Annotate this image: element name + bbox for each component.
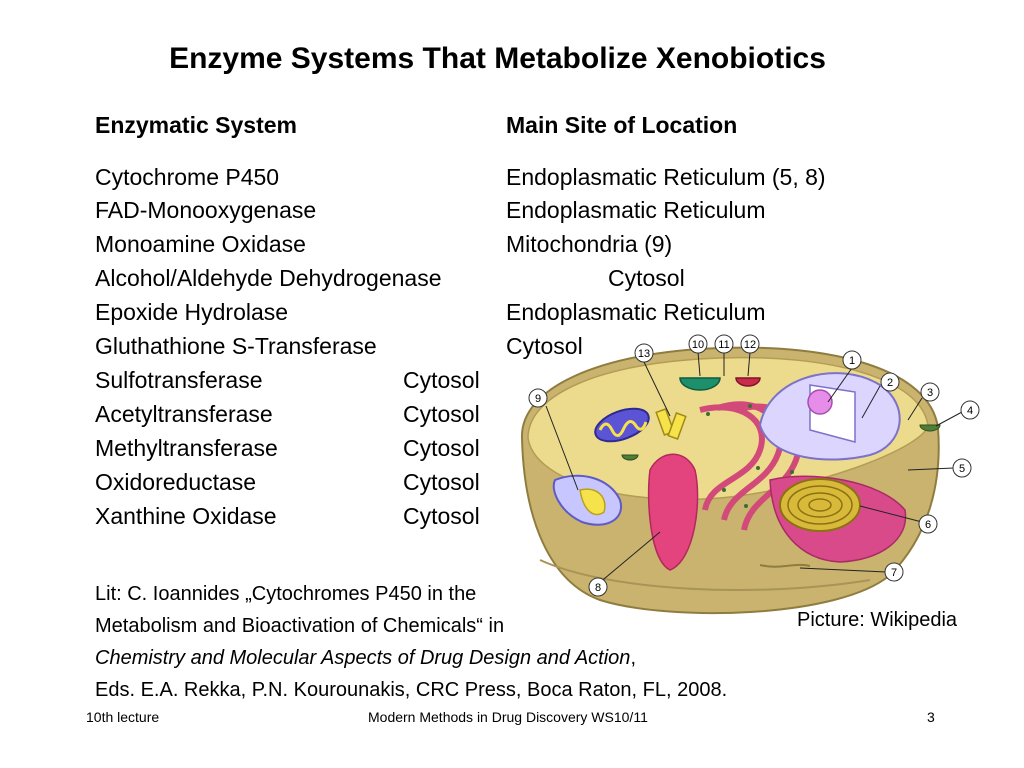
- literature-reference: [95, 578, 727, 706]
- callout-6: [919, 515, 937, 533]
- lit-line-4: Eds. E.A. Rekka, P.N. Kourounakis, CRC Press, Boca Raton, FL, 2008.: [95, 679, 728, 701]
- callout-12: [741, 335, 759, 353]
- lit-line-3: [95, 642, 727, 674]
- svg-text:1: 1: [848, 355, 856, 367]
- enzyme-location: Endoplasmatic Reticulum: [506, 197, 766, 223]
- enzyme-name: Alcohol/Aldehyde Dehydrogenase: [95, 265, 442, 291]
- lit-book-title: Chemistry and Molecular Aspects of Drug Design and Action: [95, 647, 631, 669]
- lit-line-1: Lit: C. Ioannides „Cytochromes P450 in the: [95, 583, 477, 605]
- enzyme-name: Monoamine Oxidase: [95, 231, 306, 257]
- svg-text:9: 9: [534, 393, 542, 405]
- footer-page-number: 3: [927, 709, 935, 725]
- svg-text:5: 5: [958, 463, 966, 475]
- enzyme-location: Cytosol: [403, 367, 480, 393]
- enzyme-name: Xanthine Oxidase: [95, 503, 277, 529]
- enzyme-name: Methyltransferase: [95, 435, 278, 461]
- golgi-apparatus: [780, 479, 860, 531]
- svg-text:12: 12: [743, 339, 757, 351]
- enzyme-name: Gluthathione S-Transferase: [95, 333, 377, 359]
- enzyme-location: Endoplasmatic Reticulum (5, 8): [506, 164, 826, 190]
- lit-book-suffix: ,: [630, 647, 636, 669]
- picture-credit: Picture: Wikipedia: [797, 609, 958, 631]
- footer-course: Modern Methods in Drug Discovery WS10/11: [368, 709, 648, 725]
- svg-text:11: 11: [718, 339, 730, 351]
- column-header-location: Main Site of Location: [506, 112, 738, 138]
- callout-11: [715, 335, 733, 353]
- callout-2: [881, 373, 899, 391]
- svg-text:7: 7: [890, 567, 898, 579]
- enzyme-location: Mitochondria (9): [506, 231, 673, 257]
- callout-9: [529, 389, 547, 407]
- svg-text:3: 3: [926, 387, 934, 399]
- enzyme-name: Acetyltransferase: [95, 401, 273, 427]
- svg-text:6: 6: [924, 519, 932, 531]
- enzyme-location: Cytosol: [403, 469, 480, 495]
- callout-10: [689, 335, 707, 353]
- enzyme-location: Cytosol: [608, 265, 685, 291]
- enzyme-name: FAD-Monooxygenase: [95, 197, 317, 223]
- callout-7: [885, 563, 903, 581]
- svg-text:13: 13: [637, 348, 651, 360]
- enzyme-location: Cytosol: [403, 435, 480, 461]
- enzyme-name: Cytochrome P450: [95, 164, 280, 190]
- table-row: [0, 197, 1024, 231]
- enzyme-location: Cytosol: [506, 333, 583, 359]
- enzyme-location: Cytosol: [403, 503, 480, 529]
- callout-4: [961, 401, 979, 419]
- svg-text:8: 8: [594, 582, 602, 594]
- enzyme-location: Endoplasmatic Reticulum: [506, 299, 766, 325]
- lit-line-2: Metabolism and Bioactivation of Chemicals“ in: [95, 615, 505, 637]
- callout-3: [921, 383, 939, 401]
- callout-1: [843, 351, 861, 369]
- footer-lecture: 10th lecture: [86, 709, 160, 725]
- svg-text:10: 10: [691, 339, 705, 351]
- enzyme-name: Sulfotransferase: [95, 367, 263, 393]
- svg-text:2: 2: [886, 377, 894, 389]
- callout-5: [953, 459, 971, 477]
- table-row: [0, 299, 1024, 333]
- table-row: [0, 231, 1024, 265]
- table-row: [0, 265, 1024, 299]
- enzyme-name: Oxidoreductase: [95, 469, 257, 495]
- column-header-system: Enzymatic System: [95, 112, 297, 138]
- svg-text:4: 4: [966, 405, 974, 417]
- table-row: [0, 164, 1024, 198]
- slide-title: Enzyme Systems That Metabolize Xenobiotics: [169, 42, 826, 75]
- enzyme-location: Cytosol: [403, 401, 480, 427]
- callout-13: [635, 344, 653, 362]
- enzyme-name: Epoxide Hydrolase: [95, 299, 289, 325]
